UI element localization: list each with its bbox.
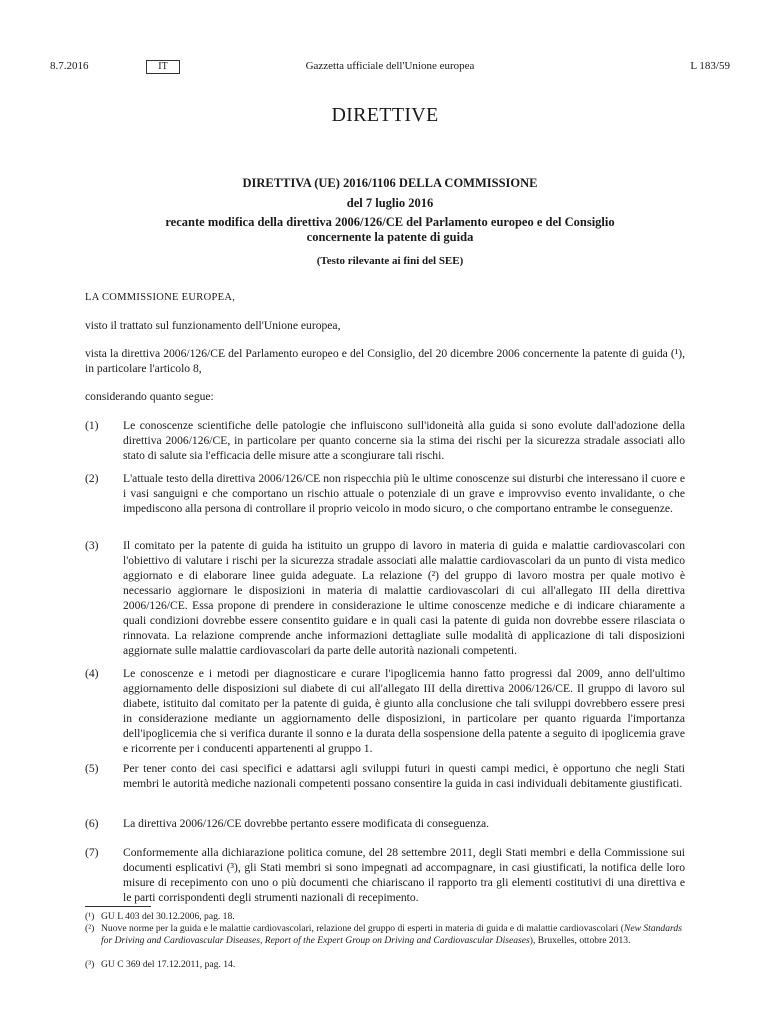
- footnote-mark: (¹): [85, 911, 95, 922]
- footnote-text: GU C 369 del 17.12.2011, pag. 14.: [101, 959, 236, 970]
- footnote-text: GU L 403 del 30.12.2006, pag. 18.: [101, 911, 235, 922]
- citation-treaty: visto il trattato sul funzionamento dell'Unione europea,: [85, 319, 341, 332]
- publication-date: 8.7.2016: [50, 60, 89, 72]
- footnote-text-end: ), Bruxelles, ottobre 2013.: [529, 935, 631, 946]
- recital-number: (5): [85, 762, 99, 775]
- footnote-mark: (³): [85, 959, 95, 970]
- directive-title: DIRETTIVA (UE) 2016/1106 DELLA COMMISSIONE: [242, 176, 538, 190]
- recital-number: (1): [85, 419, 99, 432]
- directive-date: del 7 luglio 2016: [346, 196, 434, 210]
- section-title: DIRETTIVE: [331, 104, 439, 126]
- issuing-authority: LA COMMISSIONE EUROPEA,: [85, 292, 236, 303]
- recital-number: (7): [85, 846, 99, 859]
- recital-number: (3): [85, 539, 99, 552]
- recital-number: (4): [85, 667, 99, 680]
- considerando-intro: considerando quanto segue:: [85, 390, 214, 403]
- recital-number: (6): [85, 817, 99, 830]
- footnote-text-start: Nuove norme per la guida e le malattie cardiovascolari, relazione del gruppo di esperti in materia di guida e di malattie cardiovascolari (: [101, 923, 624, 934]
- recital-text: Per tener conto dei casi specifici e adattarsi agli sviluppi futuri in questi campi medici, è opportuno che negli Stati membri le autorità mediche nazionali competenti possano consentire la guida in casi individuali debitamente giustificati.: [123, 762, 685, 790]
- journal-title: Gazzetta ufficiale dell'Unione europea: [305, 60, 475, 72]
- recital-text: La direttiva 2006/126/CE dovrebbe pertanto essere modificata di conseguenza.: [123, 817, 490, 830]
- recital-text: Le conoscenze scientifiche delle patologie che influiscono sull'idoneità alla guida si sono evolute dall'adozione della direttiva 2006/126/CE, in particolare per quanto concerne sia la stima dei rischi per la sicurezza stradale associati allo stato di salute sia l'efficacia delle misure atte a scongiurare tali rischi.: [123, 419, 685, 462]
- footnote-mark: (²): [85, 923, 95, 934]
- recital-number: (2): [85, 472, 99, 485]
- recital-text: L'attuale testo della direttiva 2006/126/CE non rispecchia più le ultime conoscenze sui disturbi che interessano il cuore e i vasi sanguigni e che comportano un rischio attuale o potenziale di un grave e improvviso evento invalidante, o che impediscono alla persona di controllare il proprio veicolo in modo sicuro, o che comportano entrambe le conseguenze.: [123, 472, 685, 515]
- recital-text: Conformemente alla dichiarazione politica comune, del 28 settembre 2011, degli Stati membri e della Commissione sui documenti esplicativi (³), gli Stati membri si sono impegnati ad accompagnare, in casi giustificati, la notifica delle loro misure di recepimento con uno o più documenti che chiariscano il rapporto tra gli elementi costitutivi di una direttiva e le parti corrispondenti degli strumenti nazionali di recepimento.: [123, 846, 685, 904]
- footnote-english-title: New Standards for Driving and Cardiovascular Diseases, Report of the Expert Group on Driving and Cardiovascular Diseases: [101, 923, 682, 946]
- recital-text: Le conoscenze e i metodi per diagnosticare e curare l'ipoglicemia hanno fatto progressi dal 2009, anno dell'ultimo aggiornamento delle disposizioni sul diabete di cui all'allegato III della direttiva 2006/126/CE. Il gruppo di lavoro sul diabete, istituito dal comitato per la patente di guida, è giunto alla conclusione che tali sviluppi dovrebbero essere presi in considerazione mediante un aggiornamento delle disposizioni, in particolare per quanto riguarda l'importanza dell'ipoglicemia che si verifica durante il sonno e la durata della sospensione della patente a seguito di ipoglicemia grave e ricorrente per i conducenti appartenenti al gruppo 1.: [123, 667, 685, 755]
- footnote-text: [101, 923, 685, 947]
- footnote-separator: [85, 906, 151, 907]
- directive-subject: recante modifica della direttiva 2006/126/CE del Parlamento europeo e del Consiglio concernente la patente di guida: [165, 215, 615, 244]
- language-badge: IT: [146, 60, 180, 74]
- page-reference: L 183/59: [690, 60, 730, 72]
- recital-text: Il comitato per la patente di guida ha istituito un gruppo di lavoro in materia di guida e malattie cardiovascolari con l'obiettivo di valutare i rischi per la sicurezza stradale associati alle malattie cardiovascolari da un punto di vista medico aggiornato e di elaborare linee guida adeguate. La relazione (²) del gruppo di lavoro mostra per quale motivo è necessario aggiornare le disposizioni in materia di malattie cardiovascolari di cui all'allegato III della direttiva 2006/126/CE. Essa propone di prendere in considerazione le ultime conoscenze mediche e di indicare chiaramente a quali condizioni dovrebbe essere consentito guidare e in quali casi la patente di guida non dovrebbe essere rilasciata o rinnovata. La relazione comprende anche informazioni dettagliate sulle modalità di applicazione di tali disposizioni aggiornate sulle malattie cardiovascolari da parte delle autorità nazionali competenti.: [123, 539, 685, 657]
- eea-relevance-note: (Testo rilevante ai fini del SEE): [316, 255, 464, 267]
- page-header: [50, 60, 730, 76]
- citation-directive: vista la direttiva 2006/126/CE del Parlamento europeo e del Consiglio, del 20 dicembre 2006 concernente la patente di guida (¹), in particolare l'articolo 8,: [85, 347, 685, 375]
